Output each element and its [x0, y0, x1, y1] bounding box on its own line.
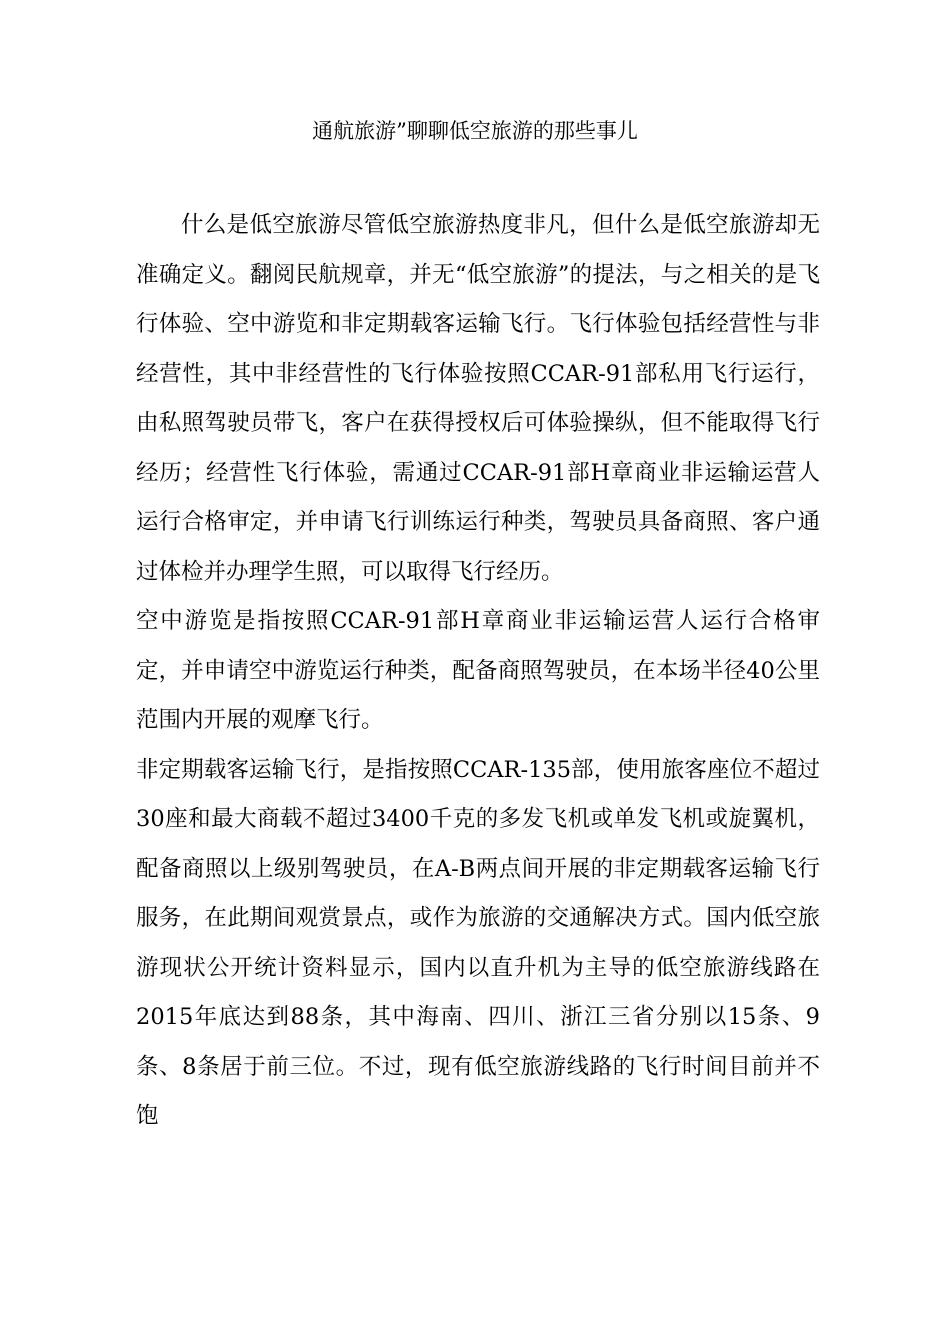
document-body [136, 201, 820, 1142]
paragraph-sightseeing-flight: 空中游览是指按照CCAR-91部H章商业非运输运营人运行合格审定，并申请空中游览运行种类，配备商照驾驶员，在本场半径40公里范围内开展的观摩飞行。 [136, 608, 820, 733]
document-title: 通航旅游”聊聊低空旅游的那些事儿 [312, 119, 638, 143]
paragraph-charter-transport: 非定期载客运输飞行，是指按照CCAR-135部，使用旅客座位不超过30座和最大商载不超过3400千克的多发飞机或单发飞机或旋翼机，配备商照以上级别驾驶员，在A-B两点间开展的非定期载客运输飞行服务，在此期间观赏景点，或作为旅游的交通解决方式。国内低空旅游现状公开统计资料显示，国内以直升机为主导的低空旅游线路在2015年底达到88条，其中海南、四川、浙江三省分别以15条、9条、8条居于前三位。不过，现有低空旅游线路的飞行时间目前并不饱 [136, 756, 820, 1129]
paragraph-low-altitude-definition: 什么是低空旅游尽管低空旅游热度非凡，但什么是低空旅游却无准确定义。翻阅民航规章，并无“低空旅游”的提法，与之相关的是飞行体验、空中游览和非定期载客运输飞行。飞行体验包括经营性与非经营性，其中非经营性的飞行体验按照CCAR-91部私用飞行运行，由私照驾驶员带飞，客户在获得授权后可体验操纵，但不能取得飞行经历；经营性飞行体验，需通过CCAR-91部H章商业非运输运营人运行合格审定，并申请飞行训练运行种类，驾驶员具备商照、客户通过体检并办理学生照，可以取得飞行经历。 [136, 212, 820, 585]
